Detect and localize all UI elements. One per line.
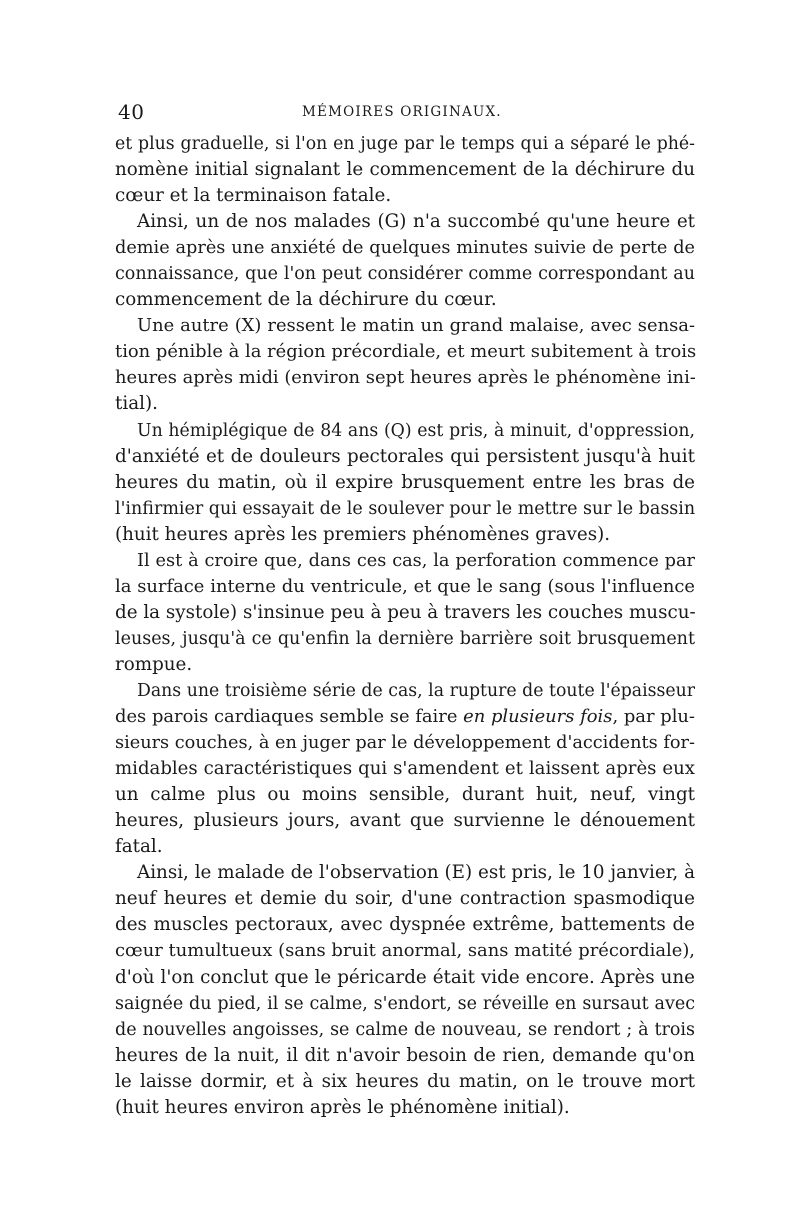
text-segment: , par plu- [612,706,695,728]
text-line: nomène initial signalant le commencement de la déchirure du [115,159,695,181]
italic-phrase: en plusieurs fois [463,706,613,728]
text-line: demie après une anxiété de quelques minutes suivie de perte de [115,238,695,259]
text-line: heures de la nuit, il dit n'avoir besoin de rien, demande qu'on [115,1044,695,1066]
text-line: de nouvelles angoisses, se calme de nouveau, se rendort ; à trois [115,1019,695,1040]
text-line: (huit heures environ après le phénomène initial). [115,1096,570,1118]
paragraph [115,548,695,678]
paragraph [115,418,695,548]
running-title: MÉMOIRES ORIGINAUX. [302,104,502,120]
page-number: 40 [118,100,145,124]
text-line: Ainsi, le malade de l'observation (E) est pris, le 10 janvier, à [137,862,695,884]
text-line: neuf heures et demie du soir, d'une contraction spasmodique [115,888,695,910]
text-line: le laisse dormir, et à six heures du matin, on le trouve mort [115,1070,695,1092]
paragraph [115,313,695,417]
text-line: d'où l'on conclut que le péricarde était vide encore. Après une [115,966,695,988]
text-line [115,704,695,730]
text-line: heures du matin, où il expire brusquement entre les bras de [115,471,695,493]
text-line: cœur et la terminaison fatale. [115,185,392,207]
text-line: commencement de la déchirure du cœur. [115,289,497,311]
text-line: connaissance, que l'on peut considérer comme correspondant au [115,264,695,285]
text-line: Une autre (X) ressent le matin un grand malaise, avec sensa- [137,315,695,337]
text-line: de la systole) s'insinue peu à peu à travers les couches muscu- [115,601,696,623]
running-head [112,100,692,126]
paragraph [115,860,695,1120]
text-line: cœur tumultueux (sans bruit anormal, sans matité précordiale), [115,940,695,962]
text-line: saignée du pied, il se calme, s'endort, se réveille en sursaut avec [115,993,695,1014]
text-line: Dans une troisième série de cas, la rupture de toute l'épaisseur [137,680,695,701]
text-line: sieurs couches, à en juger par le développement d'accidents for- [115,733,695,754]
text-line: l'infirmier qui essayait de le soulever pour le mettre sur le bassin [115,498,696,519]
text-line: heures, plusieurs jours, avant que survienne le dénouement [115,810,695,832]
text-line: des muscles pectoraux, avec dyspnée extrême, battements de [115,914,695,936]
paragraph [115,209,695,313]
text-line: midables caractéristiques qui s'amendent et laissent après eux [115,758,695,780]
paragraph [115,678,695,860]
text-line: Ainsi, un de nos malades (G) n'a succombé qu'une heure et [137,211,695,233]
text-line: Il est à croire que, dans ces cas, la perforation commence par [137,550,695,571]
text-line: et plus graduelle, si l'on en juge par le temps qui a séparé le phé- [115,134,695,154]
text-line: rompue. [115,653,193,675]
text-line: heures après midi (environ sept heures après le phénomène ini- [115,367,696,389]
text-line: leuses, jusqu'à ce qu'enfin la dernière barrière soit brusquement [115,628,695,649]
text-line: Un hémiplégique de 84 ans (Q) est pris, à minuit, d'oppression, [137,420,695,441]
text-line: d'anxiété et de douleurs pectorales qui persistent jusqu'à huit [115,445,695,467]
text-line: (huit heures après les premiers phénomènes graves). [115,523,611,545]
text-segment: des parois cardiaques semble se faire [115,706,464,728]
text-line: tial). [115,393,158,415]
text-line: fatal. [115,836,163,858]
text-line: tion pénible à la région précordiale, et meurt subitement à trois [115,341,697,363]
text-line: un calme plus ou moins sensible, durant huit, neuf, vingt [115,784,695,806]
paragraph [115,131,695,209]
text-line: la surface interne du ventricule, et que le sang (sous l'influence [115,575,695,597]
body-text [115,131,695,1121]
